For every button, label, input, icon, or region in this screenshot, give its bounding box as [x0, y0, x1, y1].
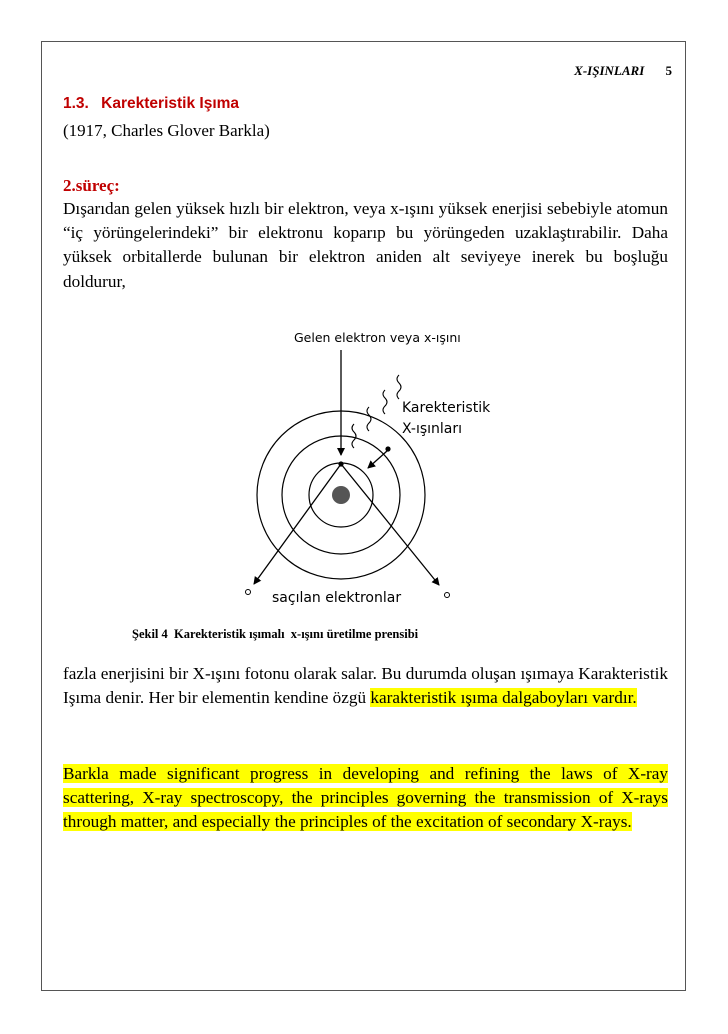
running-title: X-IŞINLARI	[574, 63, 645, 78]
paragraph-3	[63, 762, 668, 835]
running-header	[574, 63, 672, 79]
paragraph-1: Dışarıdan gelen yüksek hızlı bir elektron, veya x-ışını yüksek enerjisi sebebiyle atomun “iç yörüngelerindeki” bir elektronu koparıp bu yörüngeden uzaklaştırabilir. Daha yüksek orbitallerde bulunan bir elektron aniden alt seviyeye inerek bu boşluğu doldurur,	[63, 199, 668, 291]
outer-electron	[385, 446, 390, 451]
paragraph-2-highlight: karakteristik ışıma dalgaboyları vardır.	[370, 688, 637, 708]
wave-1	[352, 424, 356, 448]
wave-2	[367, 407, 371, 431]
nucleus	[332, 486, 350, 504]
scattered-electron-left	[246, 590, 251, 595]
wave-3	[383, 390, 387, 414]
section-title: Karekteristik Işıma	[101, 95, 240, 112]
wave-4	[397, 375, 401, 399]
section-subtitle: (1917, Charles Glover Barkla)	[63, 121, 270, 140]
paragraph-2-text: fazla enerjisini bir X-ışını fotonu olarak salar. Bu durumda oluşan ışımaya Karakteristik Işıma denir. Her bir elementin kendine özgü	[63, 664, 668, 708]
scattered-label: saçılan elektronlar	[272, 590, 402, 606]
characteristic-label-1: Karekteristik	[402, 400, 491, 416]
section-heading	[63, 95, 239, 113]
characteristic-label-2: X-ışınları	[402, 421, 463, 437]
section-number: 1.3.	[63, 95, 89, 112]
figure-caption: Şekil 4 Karekteristik ışımalı x-ışını üretilme prensibi	[132, 627, 419, 641]
paragraph-3-highlight: Barkla made significant progress in developing and refining the laws of X-ray scattering, X-ray spectroscopy, the principles governing the transmission of X-rays through matter, and especially the principles of the excitation of secondary X-rays.	[63, 764, 668, 832]
page-number: 5	[665, 63, 672, 78]
process-label: 2.süreç:	[63, 176, 120, 195]
characteristic-xray-diagram	[236, 318, 526, 608]
paragraph-2	[63, 662, 668, 710]
incoming-label: Gelen elektron veya x-ışını	[294, 330, 461, 345]
transition-arrow	[368, 451, 387, 468]
scattered-electron-right	[445, 593, 450, 598]
